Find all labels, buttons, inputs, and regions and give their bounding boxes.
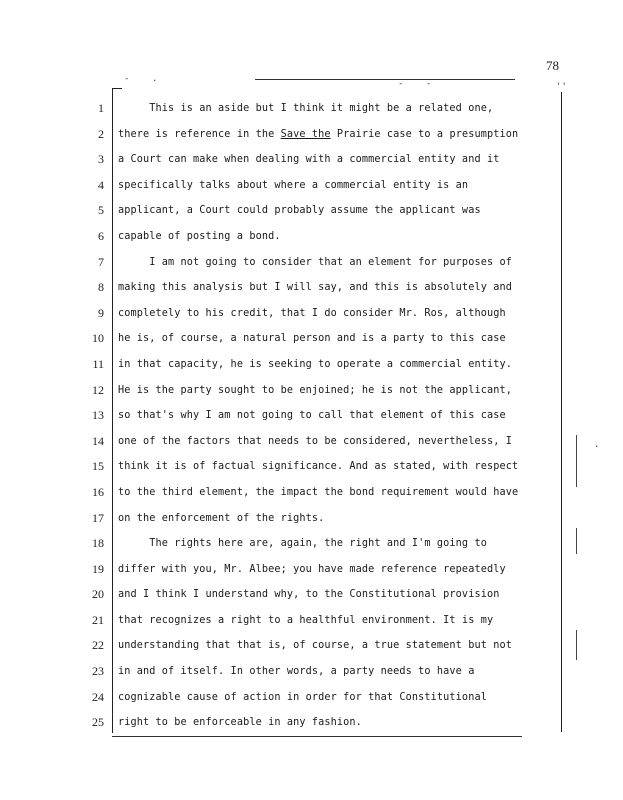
margin-mark	[576, 528, 577, 554]
transcript-line	[118, 122, 563, 148]
scan-mark: .	[152, 74, 158, 84]
transcript-line: in and of itself. In other words, a party needs to have a	[118, 666, 475, 678]
line-number: 19	[92, 561, 104, 576]
page-number: 78	[546, 58, 559, 73]
line-number: 17	[92, 510, 104, 525]
line-number: 10	[92, 331, 104, 346]
transcript-line: completely to his credit, that I do consider Mr. Ros, although	[118, 307, 506, 319]
case-name-underlined: Save the	[280, 128, 331, 140]
transcript-line: in that capacity, he is seeking to operate a commercial entity.	[118, 358, 512, 370]
line-number: 13	[92, 408, 104, 423]
transcript-line: understanding that that is, of course, a true statement but not	[118, 640, 512, 652]
line-number: 14	[92, 433, 104, 448]
line-number: 9	[98, 305, 104, 320]
transcript-line: He is the party sought to be enjoined; he is not the applicant,	[118, 384, 512, 396]
line-number: 8	[98, 280, 104, 295]
transcript-line: making this analysis but I will say, and this is absolutely and	[118, 282, 512, 294]
transcript-line: and I think I understand why, to the Constitutional provision	[118, 589, 500, 601]
line-number: 12	[92, 382, 104, 397]
transcript-line: specifically talks about where a commercial entity is an	[118, 179, 469, 191]
transcript-line: capable of posting a bond.	[118, 230, 281, 242]
transcript-line: differ with you, Mr. Albee; you have made reference repeatedly	[118, 563, 506, 575]
transcript-line: I am not going to consider that an element for purposes of	[118, 256, 512, 268]
line-number: 16	[92, 484, 104, 499]
transcript-body	[118, 96, 563, 736]
line-number: 2	[98, 126, 104, 141]
line-number: 1	[98, 101, 104, 115]
scan-mark: -	[426, 79, 432, 89]
transcript-line: on the enforcement of the rights.	[118, 512, 325, 524]
border-corner	[112, 88, 122, 89]
transcript-line: a Court can make when dealing with a commercial entity and it	[118, 154, 500, 166]
line-number: 22	[92, 638, 104, 653]
line-text: Prairie case to a presumption	[330, 128, 519, 140]
line-number: 21	[92, 612, 104, 627]
scan-mark: ''	[556, 82, 567, 92]
transcript-line: he is, of course, a natural person and is a party to this case	[118, 333, 506, 345]
transcript-line: applicant, a Court could probably assume the applicant was	[118, 205, 481, 217]
line-number: 20	[92, 587, 104, 602]
line-number: 15	[92, 459, 104, 474]
line-number-column	[0, 96, 104, 736]
left-margin-border	[112, 88, 113, 733]
transcript-line: The rights here are, again, the right and I'm going to	[118, 538, 487, 550]
transcript-line: think it is of factual significance. And as stated, with respect	[118, 461, 519, 473]
transcript-line: so that's why I am not going to call that element of this case	[118, 410, 506, 422]
margin-mark	[576, 435, 577, 487]
line-number: 18	[92, 536, 104, 551]
line-number: 23	[92, 664, 104, 679]
line-number: 24	[92, 689, 104, 704]
line-number: 4	[98, 177, 104, 192]
line-number: 11	[92, 356, 104, 371]
transcript-line: to the third element, the impact the bond requirement would have	[118, 486, 519, 498]
scan-mark: -	[398, 79, 404, 89]
transcript-line: cognizable cause of action in order for that Constitutional	[118, 691, 487, 703]
line-number: 5	[98, 203, 104, 218]
transcript-line: one of the factors that needs to be considered, nevertheless, I	[118, 435, 512, 447]
line-number: 7	[98, 254, 104, 269]
transcript-line: that recognizes a right to a healthful environment. It is my	[118, 614, 494, 626]
bottom-rule	[112, 736, 522, 737]
line-number: 6	[98, 228, 104, 243]
scan-mark: -	[124, 74, 130, 84]
margin-mark	[576, 630, 577, 660]
line-number: 25	[92, 715, 104, 730]
transcript-line: right to be enforceable in any fashion.	[118, 717, 362, 729]
top-rule	[255, 79, 515, 80]
scan-mark: .	[594, 440, 600, 450]
line-text: there is reference in the	[118, 128, 281, 140]
transcript-line: This is an aside but I think it might be a related one,	[118, 103, 494, 114]
line-number: 3	[98, 152, 104, 167]
